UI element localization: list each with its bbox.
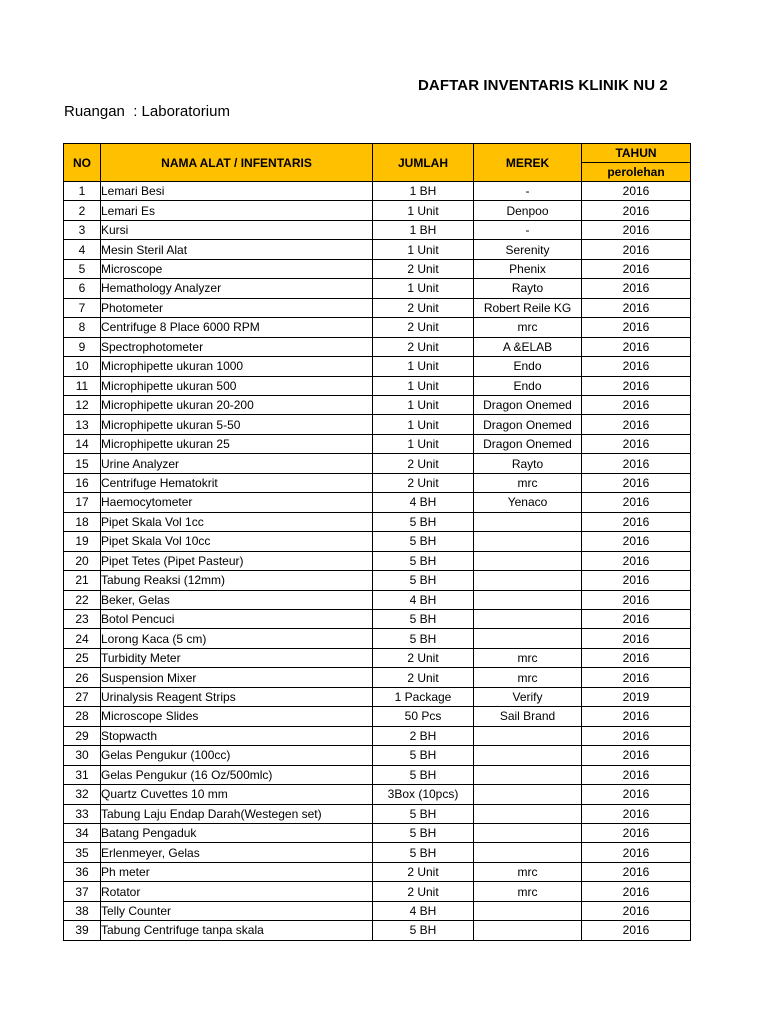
table-row	[64, 454, 691, 473]
cell-quantity: 3Box (10pcs)	[373, 785, 474, 804]
table-row	[64, 415, 691, 434]
cell-item-name: Kursi	[101, 220, 373, 239]
cell-year: 2016	[582, 921, 691, 940]
cell-item-name: Turbidity Meter	[101, 648, 373, 667]
cell-quantity: 1 Unit	[373, 376, 474, 395]
cell-brand: mrc	[474, 648, 582, 667]
cell-brand: Endo	[474, 376, 582, 395]
cell-no: 31	[64, 765, 101, 784]
cell-item-name: Hemathology Analyzer	[101, 279, 373, 298]
cell-brand: -	[474, 220, 582, 239]
cell-brand: -	[474, 182, 582, 201]
cell-brand	[474, 843, 582, 862]
cell-quantity: 4 BH	[373, 901, 474, 920]
cell-quantity: 5 BH	[373, 629, 474, 648]
cell-no: 29	[64, 726, 101, 745]
cell-no: 12	[64, 395, 101, 414]
col-header-qty: JUMLAH	[373, 144, 474, 182]
cell-year: 2016	[582, 648, 691, 667]
table-row	[64, 532, 691, 551]
cell-item-name: Erlenmeyer, Gelas	[101, 843, 373, 862]
cell-no: 2	[64, 201, 101, 220]
cell-brand: Yenaco	[474, 493, 582, 512]
table-row	[64, 648, 691, 667]
cell-item-name: Microphipette ukuran 5-50	[101, 415, 373, 434]
cell-item-name: Suspension Mixer	[101, 668, 373, 687]
cell-year: 2016	[582, 434, 691, 453]
cell-item-name: Mesin Steril Alat	[101, 240, 373, 259]
cell-year: 2016	[582, 590, 691, 609]
cell-quantity: 2 Unit	[373, 298, 474, 317]
cell-brand: Sail Brand	[474, 707, 582, 726]
table-row	[64, 259, 691, 278]
table-row	[64, 901, 691, 920]
col-header-brand: MEREK	[474, 144, 582, 182]
cell-quantity: 5 BH	[373, 765, 474, 784]
cell-year: 2016	[582, 551, 691, 570]
cell-quantity: 1 BH	[373, 220, 474, 239]
cell-item-name: Tabung Reaksi (12mm)	[101, 571, 373, 590]
cell-no: 24	[64, 629, 101, 648]
cell-item-name: Quartz Cuvettes 10 mm	[101, 785, 373, 804]
cell-year: 2016	[582, 357, 691, 376]
cell-item-name: Lemari Besi	[101, 182, 373, 201]
table-row	[64, 687, 691, 706]
cell-brand: mrc	[474, 882, 582, 901]
cell-no: 22	[64, 590, 101, 609]
cell-item-name: Microphipette ukuran 1000	[101, 357, 373, 376]
cell-no: 21	[64, 571, 101, 590]
cell-no: 8	[64, 318, 101, 337]
cell-item-name: Lorong Kaca (5 cm)	[101, 629, 373, 648]
cell-year: 2016	[582, 765, 691, 784]
cell-brand: Serenity	[474, 240, 582, 259]
cell-year: 2016	[582, 843, 691, 862]
col-header-year-bottom: perolehan	[582, 163, 691, 182]
cell-no: 13	[64, 415, 101, 434]
cell-year: 2016	[582, 668, 691, 687]
table-row	[64, 434, 691, 453]
cell-no: 15	[64, 454, 101, 473]
cell-brand: A &ELAB	[474, 337, 582, 356]
cell-brand	[474, 512, 582, 531]
table-row	[64, 629, 691, 648]
cell-no: 34	[64, 823, 101, 842]
cell-brand: Dragon Onemed	[474, 434, 582, 453]
cell-no: 33	[64, 804, 101, 823]
cell-brand	[474, 726, 582, 745]
cell-item-name: Urinalysis Reagent Strips	[101, 687, 373, 706]
cell-brand: Endo	[474, 357, 582, 376]
cell-quantity: 5 BH	[373, 609, 474, 628]
cell-no: 30	[64, 746, 101, 765]
cell-year: 2016	[582, 882, 691, 901]
cell-item-name: Urine Analyzer	[101, 454, 373, 473]
table-row	[64, 493, 691, 512]
cell-quantity: 2 Unit	[373, 454, 474, 473]
cell-year: 2016	[582, 473, 691, 492]
cell-no: 6	[64, 279, 101, 298]
cell-brand: Robert Reile KG	[474, 298, 582, 317]
cell-brand	[474, 804, 582, 823]
cell-no: 32	[64, 785, 101, 804]
col-header-no: NO	[64, 144, 101, 182]
cell-no: 16	[64, 473, 101, 492]
cell-brand	[474, 532, 582, 551]
cell-quantity: 5 BH	[373, 921, 474, 940]
cell-item-name: Tabung Centrifuge tanpa skala	[101, 921, 373, 940]
cell-brand	[474, 609, 582, 628]
cell-item-name: Microphipette ukuran 20-200	[101, 395, 373, 414]
cell-no: 37	[64, 882, 101, 901]
cell-item-name: Centrifuge 8 Place 6000 RPM	[101, 318, 373, 337]
cell-year: 2016	[582, 726, 691, 745]
inventory-table	[63, 143, 691, 941]
cell-quantity: 1 Unit	[373, 279, 474, 298]
cell-quantity: 5 BH	[373, 571, 474, 590]
cell-item-name: Gelas Pengukur (100cc)	[101, 746, 373, 765]
cell-no: 28	[64, 707, 101, 726]
cell-no: 17	[64, 493, 101, 512]
cell-quantity: 5 BH	[373, 804, 474, 823]
cell-brand: Phenix	[474, 259, 582, 278]
col-header-year-top: TAHUN	[582, 144, 691, 163]
cell-quantity: 1 Unit	[373, 357, 474, 376]
cell-year: 2016	[582, 901, 691, 920]
cell-quantity: 2 Unit	[373, 668, 474, 687]
cell-no: 26	[64, 668, 101, 687]
table-row	[64, 785, 691, 804]
cell-year: 2016	[582, 609, 691, 628]
table-row	[64, 279, 691, 298]
cell-quantity: 1 Unit	[373, 415, 474, 434]
cell-item-name: Haemocytometer	[101, 493, 373, 512]
cell-item-name: Microscope Slides	[101, 707, 373, 726]
cell-brand: mrc	[474, 473, 582, 492]
cell-no: 19	[64, 532, 101, 551]
cell-item-name: Photometer	[101, 298, 373, 317]
table-row	[64, 240, 691, 259]
cell-quantity: 1 Unit	[373, 240, 474, 259]
cell-no: 39	[64, 921, 101, 940]
cell-year: 2019	[582, 687, 691, 706]
cell-brand	[474, 823, 582, 842]
table-row	[64, 746, 691, 765]
cell-no: 3	[64, 220, 101, 239]
inventory-table-body	[64, 182, 691, 941]
cell-quantity: 2 Unit	[373, 473, 474, 492]
cell-year: 2016	[582, 259, 691, 278]
table-row	[64, 395, 691, 414]
cell-year: 2016	[582, 395, 691, 414]
cell-quantity: 1 BH	[373, 182, 474, 201]
cell-year: 2016	[582, 785, 691, 804]
table-row	[64, 843, 691, 862]
cell-year: 2016	[582, 298, 691, 317]
cell-quantity: 1 Package	[373, 687, 474, 706]
cell-year: 2016	[582, 201, 691, 220]
cell-brand: Dragon Onemed	[474, 415, 582, 434]
table-row	[64, 882, 691, 901]
cell-brand	[474, 765, 582, 784]
cell-brand: mrc	[474, 318, 582, 337]
cell-no: 35	[64, 843, 101, 862]
table-row	[64, 823, 691, 842]
cell-no: 14	[64, 434, 101, 453]
table-row	[64, 337, 691, 356]
cell-brand	[474, 901, 582, 920]
cell-item-name: Stopwacth	[101, 726, 373, 745]
cell-no: 5	[64, 259, 101, 278]
cell-year: 2016	[582, 746, 691, 765]
cell-quantity: 2 Unit	[373, 318, 474, 337]
table-row	[64, 726, 691, 745]
table-row	[64, 804, 691, 823]
table-row	[64, 707, 691, 726]
col-header-name: NAMA ALAT / INFENTARIS	[101, 144, 373, 182]
cell-year: 2016	[582, 376, 691, 395]
cell-quantity: 1 Unit	[373, 201, 474, 220]
cell-no: 1	[64, 182, 101, 201]
cell-brand	[474, 921, 582, 940]
cell-quantity: 1 Unit	[373, 395, 474, 414]
table-row	[64, 668, 691, 687]
table-row	[64, 473, 691, 492]
cell-no: 27	[64, 687, 101, 706]
cell-no: 11	[64, 376, 101, 395]
cell-quantity: 2 Unit	[373, 337, 474, 356]
cell-no: 7	[64, 298, 101, 317]
cell-quantity: 5 BH	[373, 746, 474, 765]
cell-quantity: 5 BH	[373, 843, 474, 862]
cell-year: 2016	[582, 337, 691, 356]
cell-year: 2016	[582, 532, 691, 551]
table-row	[64, 298, 691, 317]
cell-no: 38	[64, 901, 101, 920]
cell-item-name: Microscope	[101, 259, 373, 278]
cell-item-name: Beker, Gelas	[101, 590, 373, 609]
cell-brand	[474, 785, 582, 804]
table-row	[64, 201, 691, 220]
cell-brand: Denpoo	[474, 201, 582, 220]
cell-item-name: Spectrophotometer	[101, 337, 373, 356]
table-row	[64, 376, 691, 395]
cell-item-name: Pipet Skala Vol 1cc	[101, 512, 373, 531]
cell-brand: Verify	[474, 687, 582, 706]
cell-no: 36	[64, 862, 101, 881]
cell-item-name: Gelas Pengukur (16 Oz/500mlc)	[101, 765, 373, 784]
cell-quantity: 2 Unit	[373, 882, 474, 901]
cell-year: 2016	[582, 279, 691, 298]
cell-quantity: 5 BH	[373, 512, 474, 531]
cell-quantity: 2 Unit	[373, 259, 474, 278]
cell-item-name: Pipet Tetes (Pipet Pasteur)	[101, 551, 373, 570]
cell-no: 10	[64, 357, 101, 376]
cell-no: 4	[64, 240, 101, 259]
table-row	[64, 357, 691, 376]
cell-year: 2016	[582, 823, 691, 842]
cell-item-name: Centrifuge Hematokrit	[101, 473, 373, 492]
cell-brand	[474, 629, 582, 648]
cell-item-name: Telly Counter	[101, 901, 373, 920]
cell-quantity: 4 BH	[373, 493, 474, 512]
cell-item-name: Botol Pencuci	[101, 609, 373, 628]
cell-brand	[474, 571, 582, 590]
table-row	[64, 921, 691, 940]
cell-item-name: Microphipette ukuran 25	[101, 434, 373, 453]
table-row	[64, 862, 691, 881]
cell-item-name: Rotator	[101, 882, 373, 901]
cell-item-name: Tabung Laju Endap Darah(Westegen set)	[101, 804, 373, 823]
cell-quantity: 2 Unit	[373, 648, 474, 667]
table-row	[64, 512, 691, 531]
cell-quantity: 2 BH	[373, 726, 474, 745]
cell-quantity: 4 BH	[373, 590, 474, 609]
cell-year: 2016	[582, 415, 691, 434]
cell-brand: Rayto	[474, 279, 582, 298]
cell-item-name: Batang Pengaduk	[101, 823, 373, 842]
cell-year: 2016	[582, 804, 691, 823]
cell-quantity: 50 Pcs	[373, 707, 474, 726]
table-row	[64, 220, 691, 239]
cell-year: 2016	[582, 454, 691, 473]
cell-year: 2016	[582, 571, 691, 590]
cell-brand	[474, 551, 582, 570]
cell-no: 20	[64, 551, 101, 570]
table-row	[64, 551, 691, 570]
cell-item-name: Pipet Skala Vol 10cc	[101, 532, 373, 551]
cell-year: 2016	[582, 220, 691, 239]
cell-quantity: 5 BH	[373, 532, 474, 551]
cell-brand: Dragon Onemed	[474, 395, 582, 414]
cell-brand: mrc	[474, 862, 582, 881]
cell-no: 18	[64, 512, 101, 531]
cell-year: 2016	[582, 629, 691, 648]
cell-year: 2016	[582, 512, 691, 531]
cell-brand	[474, 590, 582, 609]
cell-year: 2016	[582, 493, 691, 512]
cell-quantity: 5 BH	[373, 823, 474, 842]
cell-item-name: Microphipette ukuran 500	[101, 376, 373, 395]
document-title: DAFTAR INVENTARIS KLINIK NU 2	[418, 77, 668, 94]
cell-brand: mrc	[474, 668, 582, 687]
cell-no: 23	[64, 609, 101, 628]
cell-item-name: Lemari Es	[101, 201, 373, 220]
table-row	[64, 609, 691, 628]
cell-quantity: 2 Unit	[373, 862, 474, 881]
table-row	[64, 571, 691, 590]
cell-item-name: Ph meter	[101, 862, 373, 881]
cell-brand	[474, 746, 582, 765]
room-label: Ruangan : Laboratorium	[64, 103, 230, 120]
cell-quantity: 5 BH	[373, 551, 474, 570]
table-row	[64, 182, 691, 201]
cell-year: 2016	[582, 318, 691, 337]
cell-brand: Rayto	[474, 454, 582, 473]
cell-no: 9	[64, 337, 101, 356]
cell-year: 2016	[582, 240, 691, 259]
table-row	[64, 590, 691, 609]
cell-no: 25	[64, 648, 101, 667]
cell-quantity: 1 Unit	[373, 434, 474, 453]
cell-year: 2016	[582, 707, 691, 726]
table-row	[64, 318, 691, 337]
cell-year: 2016	[582, 182, 691, 201]
cell-year: 2016	[582, 862, 691, 881]
table-row	[64, 765, 691, 784]
